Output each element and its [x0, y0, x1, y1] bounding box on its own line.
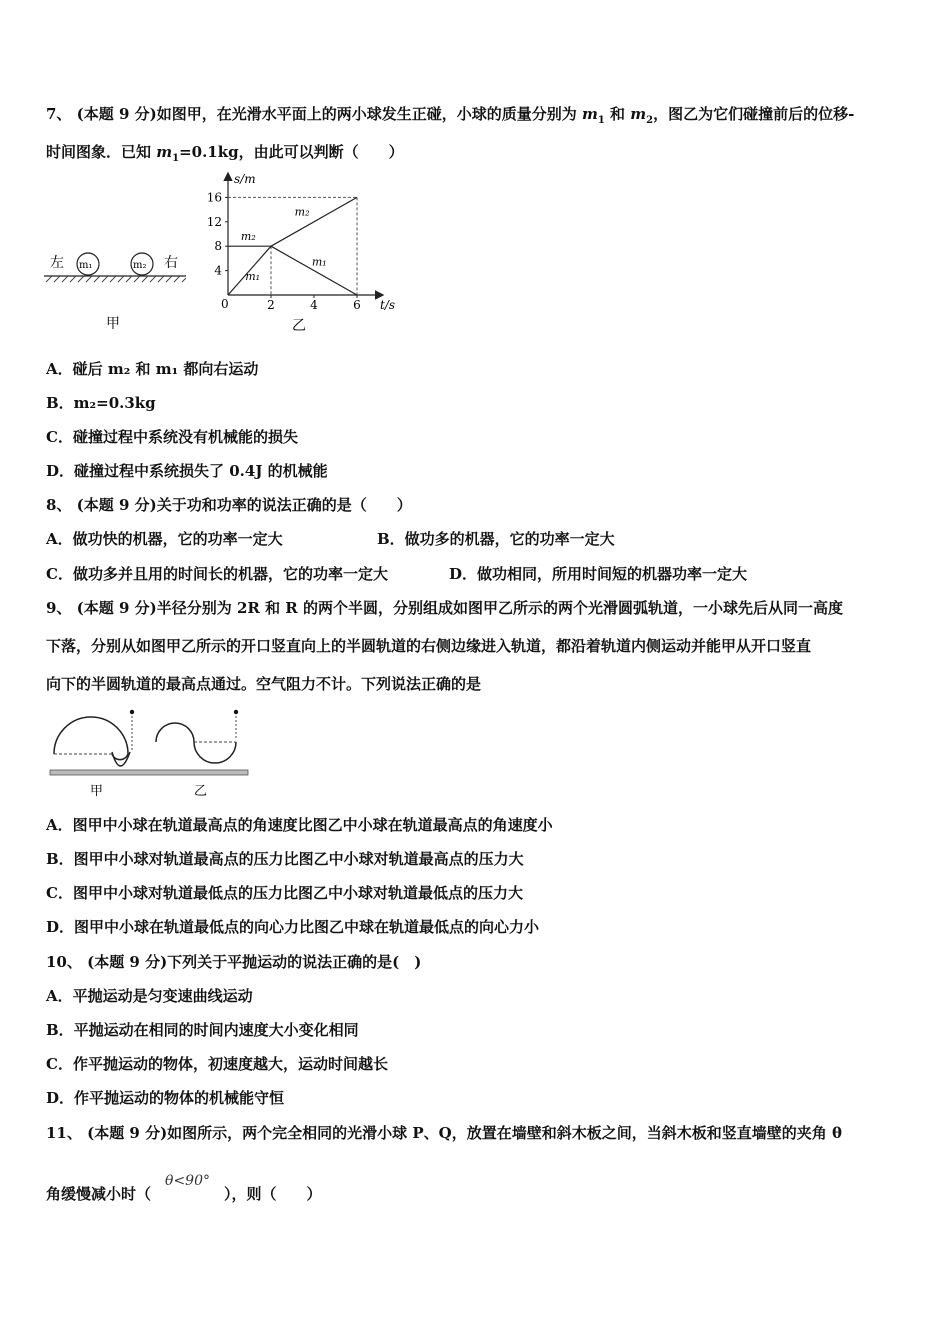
track-yi-large-u [194, 742, 236, 763]
y-tick-label: 12 [206, 214, 222, 229]
y-tick-label: 8 [214, 239, 222, 254]
q7-option-b: B．m₂=0.3kg [46, 394, 156, 412]
ball-yi [234, 710, 238, 714]
q9-option-c: C．图甲中小球对轨道最低点的压力比图乙中小球对轨道最低点的压力大 [46, 884, 523, 902]
caption-jia: 甲 [106, 316, 120, 332]
q9-figure [44, 702, 254, 802]
ball-m2-label: m₂ [133, 260, 147, 271]
track-yi-small-arc [156, 723, 194, 742]
q10-option-a: A．平抛运动是匀变速曲线运动 [46, 987, 253, 1005]
series-line-2 [271, 197, 357, 246]
q10-option-d: D．作平抛运动的物体的机械能守恒 [46, 1089, 285, 1107]
x-tick-label: 6 [353, 298, 361, 312]
ball-jia [130, 710, 134, 714]
series-annotation: m₁ [245, 269, 261, 283]
q8-option-c: C．做功多并且用的时间长的机器，它的功率一定大 [46, 565, 388, 583]
q9-option-d: D．图甲中小球在轨道最低点的向心力比图乙中球在轨道最低点的向心力小 [46, 918, 540, 936]
y-tick-label: 4 [214, 263, 222, 278]
q7-line-1: 7、 (本题 9 分)如图甲，在光滑水平面上的两小球发生正碰，小球的质量分别为 $m_1$ 和 $m_2$，图乙为它们碰撞前后的位移- [46, 105, 855, 126]
q9-line-2: 下落，分别从如图甲乙所示的开口竖直向上的半圆轨道的右侧边缘进入轨道，都沿着轨道内侧运动并能甲从开口竖直 [46, 637, 812, 655]
x-axis-label: t/s [380, 298, 396, 312]
q7-figure-left [40, 240, 190, 340]
q11-formula: θ<90° [165, 1173, 210, 1189]
q9-ground [50, 770, 248, 775]
left-label: 左 [50, 255, 64, 271]
ball-m1-label: m₁ [79, 260, 93, 271]
q7-option-d: D．碰撞过程中系统损失了 0.4J 的机械能 [46, 462, 328, 480]
y-tick-label: 16 [206, 190, 222, 205]
y-axis-label: s/m [234, 172, 256, 186]
q7-option-c: C．碰撞过程中系统没有机械能的损失 [46, 428, 298, 446]
q11-line-1: 11、 (本题 9 分)如图所示，两个完全相同的光滑小球 P、Q，放置在墙壁和斜木板之间，当斜木板和竖直墙壁的夹角 θ [46, 1124, 842, 1142]
series-annotation: m₂ [294, 205, 310, 219]
q7-option-a: A．碰后 m₂ 和 m₁ 都向右运动 [46, 360, 259, 378]
q8-option-d: D．做功相同，所用时间短的机器功率一定大 [449, 565, 748, 583]
q10-option-b: B．平抛运动在相同的时间内速度大小变化相同 [46, 1021, 359, 1039]
q8-option-b: B．做功多的机器，它的功率一定大 [377, 530, 615, 548]
q10-title: 10、 (本题 9 分)下列关于平抛运动的说法正确的是( ) [46, 953, 422, 971]
caption-yi: 乙 [292, 318, 306, 334]
series-annotation: m₂ [240, 230, 256, 244]
q7-line-2: 时间图象．已知 $m_1=0.1kg$，由此可以判断（ ） [46, 143, 404, 164]
x-tick-label: 4 [310, 298, 318, 312]
q10-option-c: C．作平抛运动的物体，初速度越大，运动时间越长 [46, 1055, 388, 1073]
q9-option-b: B．图甲中小球对轨道最高点的压力比图乙中小球对轨道最高点的压力大 [46, 850, 524, 868]
origin-label: 0 [221, 297, 229, 311]
q9-line-1: 9、 (本题 9 分)半径分别为 2R 和 R 的两个半圆，分别组成如图甲乙所示的两个光滑圆弧轨道，一小球先后从同一高度 [46, 599, 843, 617]
track-jia-large-arc [54, 717, 128, 754]
q7-figure-right-chart [200, 170, 410, 340]
q9-line-3: 向下的半圆轨道的最高点通过。空气阻力不计。下列说法正确的是 [46, 675, 482, 693]
series-annotation: m₁ [311, 255, 327, 269]
q9-option-a: A．图甲中小球在轨道最高点的角速度比图乙中小球在轨道最高点的角速度小 [46, 816, 553, 834]
right-label: 右 [164, 255, 178, 271]
q9-caption-yi: 乙 [194, 784, 208, 799]
ground-hatch [46, 276, 186, 282]
series-line-3 [271, 246, 357, 295]
q8-title: 8、 (本题 9 分)关于功和功率的说法正确的是（ ） [46, 496, 412, 514]
x-tick-label: 2 [267, 298, 275, 312]
q8-option-a: A．做功快的机器，它的功率一定大 [46, 530, 283, 548]
q9-caption-jia: 甲 [90, 784, 104, 799]
q11-line-2: 角缓慢减小时（θ<90°），则（ ） [46, 1173, 322, 1203]
